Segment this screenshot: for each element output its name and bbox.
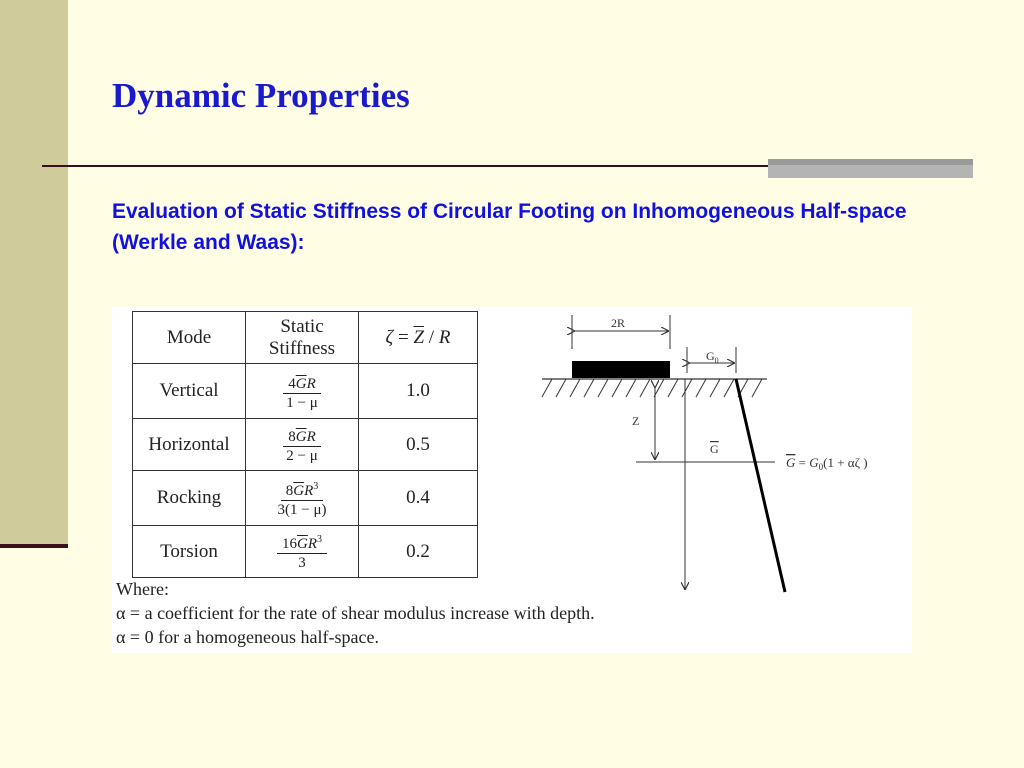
notes-where: Where:: [116, 579, 169, 599]
stiffness-cell: [246, 471, 359, 526]
stiffness-figure: [112, 307, 912, 653]
r-symbol: R: [307, 536, 317, 552]
stiffness-fraction: [281, 371, 323, 412]
header-zeta-r: R: [438, 326, 451, 348]
stiffness-fraction: [281, 424, 323, 465]
slide-subtitle: Evaluation of Static Stiffness of Circular Footing on Inhomogeneous Half-space (Werkle and Waas):: [112, 200, 907, 254]
label-g-bar: G: [710, 442, 719, 456]
modulus-formula: $G = G_0(1 + \alpha\zeta$ ): [786, 455, 868, 472]
footing-block: [572, 361, 670, 378]
fraction-numerator: [277, 531, 327, 554]
fraction-denominator: 1 − μ: [286, 394, 318, 411]
zeta-cell: 0.5: [359, 419, 478, 471]
ground-hatching: [542, 379, 762, 397]
g-bar: $\overline{G}$: [295, 429, 307, 445]
left-decor-rule: [0, 544, 68, 548]
g-bar: $\overline{G}$: [296, 536, 308, 552]
fraction-denominator: 3: [298, 555, 306, 571]
label-2r: 2R: [610, 316, 626, 330]
g-bar: $\overline{G}$: [295, 375, 307, 392]
notes-block: [116, 577, 595, 649]
mode-cell: Vertical: [133, 364, 246, 419]
left-decor-band: [0, 0, 68, 546]
table-header-row: [133, 312, 478, 364]
notes-line-1: α = a coefficient for the rate of shear modulus increase with depth.: [116, 603, 595, 623]
coef: 8: [288, 429, 296, 445]
stiffness-cell: [246, 526, 359, 578]
coef: 16: [281, 536, 297, 552]
fraction-numerator: [283, 424, 321, 447]
header-zeta: [359, 312, 478, 364]
footing-diagram: [532, 307, 912, 607]
stiffness-fraction: [273, 478, 332, 519]
fraction-numerator: [281, 478, 324, 501]
mode-cell: Torsion: [133, 526, 246, 578]
modulus-profile-line: [736, 379, 785, 592]
table-row-horizontal: [133, 419, 478, 471]
table-row-torsion: [133, 526, 478, 578]
fraction-denominator: 3(1 − μ): [277, 501, 327, 518]
header-zeta-z: $\overline{Z}$: [413, 326, 425, 348]
notes-line-2: α = 0 for a homogeneous half-space.: [116, 627, 379, 647]
header-mode: Mode: [133, 312, 246, 364]
stiffness-fraction: [277, 531, 327, 572]
mode-cell: Horizontal: [133, 419, 246, 471]
zeta-cell: 0.2: [359, 526, 478, 578]
table-row-vertical: [133, 364, 478, 419]
g-bar: $\overline{G}$: [293, 482, 305, 499]
label-g0: $G_0$: [706, 349, 719, 365]
coef: 8: [285, 482, 294, 499]
title-divider-accent: [768, 159, 973, 178]
header-static-stiffness: [246, 312, 359, 364]
table-row-rocking: [133, 471, 478, 526]
header-zeta-symbol: ζ: [385, 326, 394, 348]
fraction-numerator: [283, 371, 321, 394]
exponent: 3: [317, 534, 322, 545]
zeta-cell: 1.0: [359, 364, 478, 419]
fraction-denominator: 2 − μ: [286, 448, 318, 464]
mode-cell: Rocking: [133, 471, 246, 526]
r-symbol: R: [304, 482, 314, 499]
header-static-stiffness-text: Static Stiffness: [268, 315, 336, 359]
stiffness-table: [132, 311, 478, 578]
header-zeta-eq: =: [393, 326, 414, 348]
stiffness-cell: [246, 419, 359, 471]
stiffness-cell: [246, 364, 359, 419]
coef: 4: [288, 375, 296, 392]
label-z: Z: [632, 414, 640, 428]
r-symbol: R: [306, 375, 316, 392]
header-zeta-div: /: [424, 326, 439, 348]
r-symbol: R: [306, 429, 316, 445]
zeta-cell: 0.4: [359, 471, 478, 526]
slide-title: Dynamic Properties: [112, 76, 410, 115]
exponent: 3: [313, 480, 319, 492]
